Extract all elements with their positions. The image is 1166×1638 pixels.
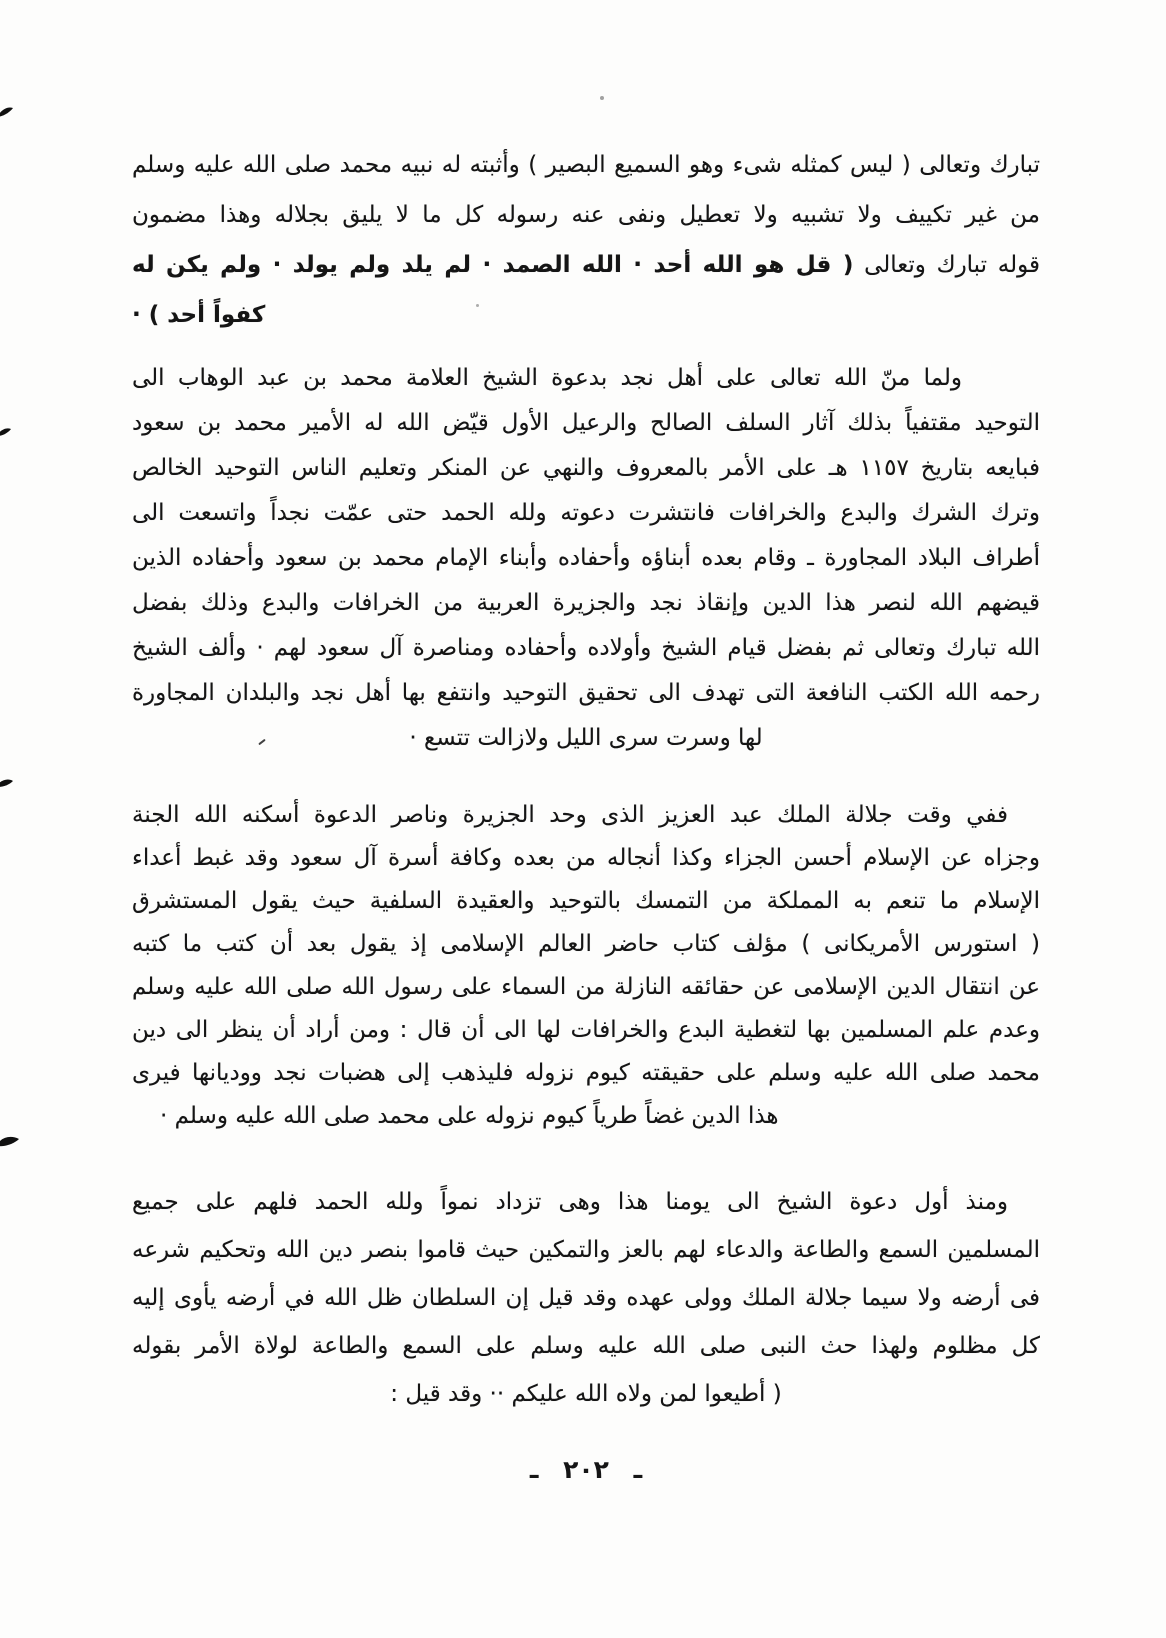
text-block [132, 0, 1040, 1638]
text-line: لها وسرت سرى الليل ولازالت تتسع · [409, 725, 763, 751]
text-line: الله تبارك وتعالى ثم بفضل قيام الشيخ وأولاده وأحفاده ومناصرة آل سعود لهم · وألف الشيخ [132, 635, 1040, 661]
paragraph-2 [132, 356, 1040, 761]
ink-smudge [0, 425, 13, 438]
text-line: ( استورس الأمريكانى ) مؤلف كتاب حاضر العالم الإسلامى إذ يقول بعد أن كتب ما كتبه [132, 931, 1040, 957]
text-line: وعدم علم المسلمين بها لتغطية البدع والخرافات لها الى أن قال : ومن أراد أن ينظر الى دين [132, 1017, 1040, 1043]
text-line: ومنذ أول دعوة الشيخ الى يومنا هذا وهى تزداد نمواً ولله الحمد فلهم على جميع [132, 1189, 1008, 1215]
line-regular-part: قوله تبارك وتعالى [853, 252, 1040, 278]
quran-verse-end: كفواً أحد ) · [132, 302, 266, 328]
text-line: المسلمين السمع والطاعة والدعاء لهم بالعز والتمكين حيث قاموا بنصر دين الله وتحكيم شرعه [132, 1237, 1040, 1263]
text-line: هذا الدين غضاً طرياً كيوم نزوله على محمد صلى الله عليه وسلم · [160, 1103, 779, 1129]
text-line: تبارك وتعالى ( ليس كمثله شىء وهو السميع البصير ) وأثبته له نبيه محمد صلى الله عليه وسلم [132, 152, 1040, 178]
text-line: وجزاه عن الإسلام أحسن الجزاء وكذا أنجاله من بعده وكافة أسرة آل سعود وقد غبط أعداء [132, 845, 1040, 871]
text-line: الإسلام ما تنعم به المملكة من التمسك بالتوحيد والعقيدة السلفية حيث يقول المستشرق [132, 888, 1040, 914]
text-line: ولما منّ الله تعالى على أهل نجد بدعوة الشيخ العلامة محمد بن عبد الوهاب الى [132, 365, 962, 391]
text-line: من غير تكييف ولا تشبيه ولا تعطيل ونفى عنه رسوله كل ما لا يليق بجلاله وهذا مضمون [132, 202, 1040, 228]
text-line: رحمه الله الكتب النافعة التى تهدف الى تحقيق التوحيد وانتفع بها أهل نجد والبلدان المجاورة [132, 680, 1040, 706]
text-line [132, 240, 1040, 290]
text-line: ففي وقت جلالة الملك عبد العزيز الذى وحد الجزيرة وناصر الدعوة أسكنه الله الجنة [132, 802, 1008, 828]
text-line: فبايعه بتاريخ ١١٥٧ هـ على الأمر بالمعروف والنهي عن المنكر وتعليم الناس التوحيد الخالص [132, 455, 1040, 481]
page-number: ـ ٢٠٢ ـ [529, 1455, 643, 1484]
ink-smudge [0, 776, 15, 788]
text-line: قيضهم الله لنصر هذا الدين وإنقاذ نجد والجزيرة العربية من الخرافات والبدع وذلك بفضل [132, 590, 1040, 616]
paragraph-1 [132, 140, 1040, 340]
text-line: عن انتقال الدين الإسلامى عن حقائقه النازلة من السماء على رسول الله صلى الله عليه وسلم [132, 974, 1040, 1000]
text-line: محمد صلى الله عليه وسلم على حقيقته كيوم نزوله فليذهب إلى هضبات نجد ووديانها فيرى [132, 1060, 1040, 1086]
text-line: أطراف البلاد المجاورة ـ وقام بعده أبناؤه وأحفاده وأبناء الإمام محمد بن سعود وأحفاده الذين [132, 545, 1040, 571]
paragraph-4 [132, 1178, 1040, 1418]
paragraph-3 [132, 794, 1040, 1138]
quran-verse-bold: ( قل هو الله أحد · الله الصمد · لم يلد ولم يولد · ولم يكن له [132, 252, 854, 278]
ink-smudge [0, 1134, 21, 1149]
text-line: كل مظلوم ولهذا حث النبى صلى الله عليه وسلم على السمع والطاعة لولاة الأمر بقوله [132, 1333, 1040, 1359]
text-line: فى أرضه ولا سيما جلالة الملك وولى عهده وقد قيل إن السلطان ظل الله في أرضه يأوى إليه [132, 1285, 1040, 1311]
text-line: ( أطيعوا لمن ولاه الله عليكم ·· وقد قيل : [390, 1381, 782, 1407]
text-line: التوحيد مقتفياً بذلك آثار السلف الصالح والرعيل الأول قيّض الله له الأمير محمد بن سعود [132, 410, 1040, 436]
ink-smudge [0, 104, 15, 119]
text-line: وترك الشرك والبدع والخرافات فانتشرت دعوته ولله الحمد حتى عمّت نجداً واتسعت الى [132, 500, 1040, 526]
